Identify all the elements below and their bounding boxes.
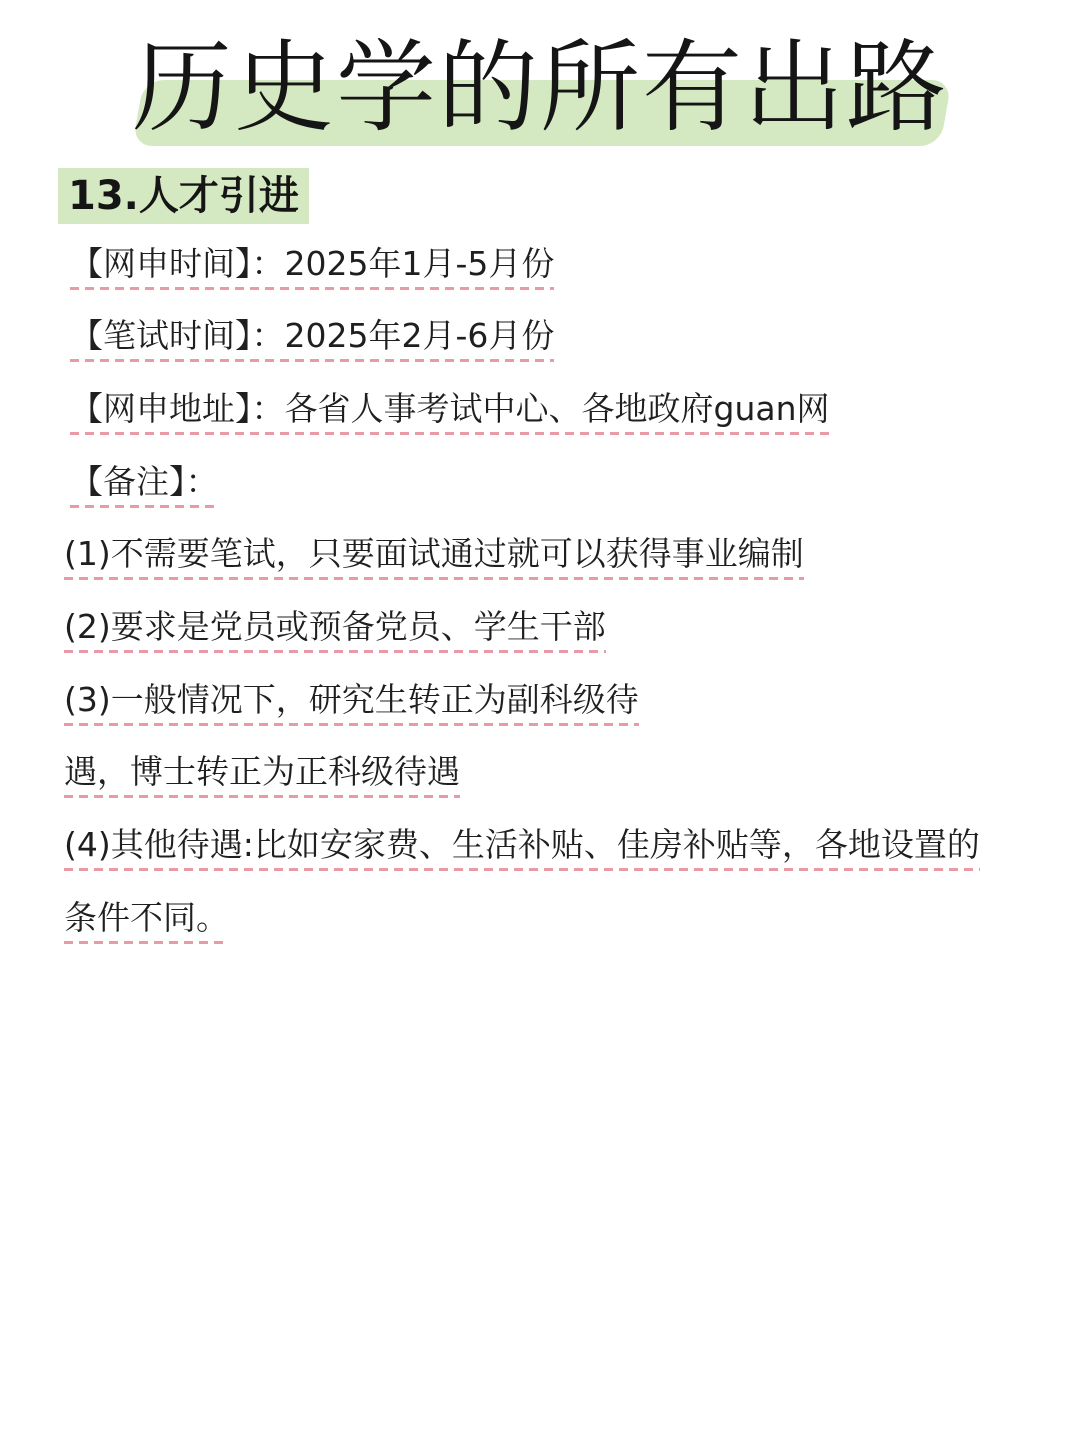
note-text: (2)要求是党员或预备党员、学生干部 [64, 605, 606, 653]
online-application-address [70, 387, 830, 435]
note-text: 条件不同。 [64, 896, 229, 944]
page-header [0, 0, 1080, 160]
notes-label-text: 【备注】： [70, 460, 219, 508]
note-item-continued [64, 896, 229, 944]
note-item [64, 823, 980, 871]
note-item [64, 532, 804, 580]
online-application-address-text: 【网申地址】：各省人事考试中心、各地政府guan网 [70, 387, 830, 435]
page-title: 历史学的所有出路 [132, 29, 948, 146]
note-text: (1)不需要笔试，只要面试通过就可以获得事业编制 [64, 532, 804, 580]
section-heading: 13.人才引进 [58, 168, 309, 224]
note-text: (4)其他待遇:比如安家费、生活补贴、佳房补贴等，各地设置的 [64, 823, 980, 871]
notes-label [70, 460, 219, 508]
online-application-time-text: 【网申时间】：2025年1月-5月份 [70, 242, 554, 290]
note-text: 遇，博士转正为正科级待遇 [64, 750, 460, 798]
written-exam-time-text: 【笔试时间】：2025年2月-6月份 [70, 314, 554, 362]
note-item-continued [64, 750, 460, 798]
note-text: (3)一般情况下，研究生转正为副科级待 [64, 678, 639, 726]
written-exam-time [70, 314, 554, 362]
note-item [64, 605, 606, 653]
online-application-time [70, 242, 554, 290]
note-item [64, 678, 639, 726]
